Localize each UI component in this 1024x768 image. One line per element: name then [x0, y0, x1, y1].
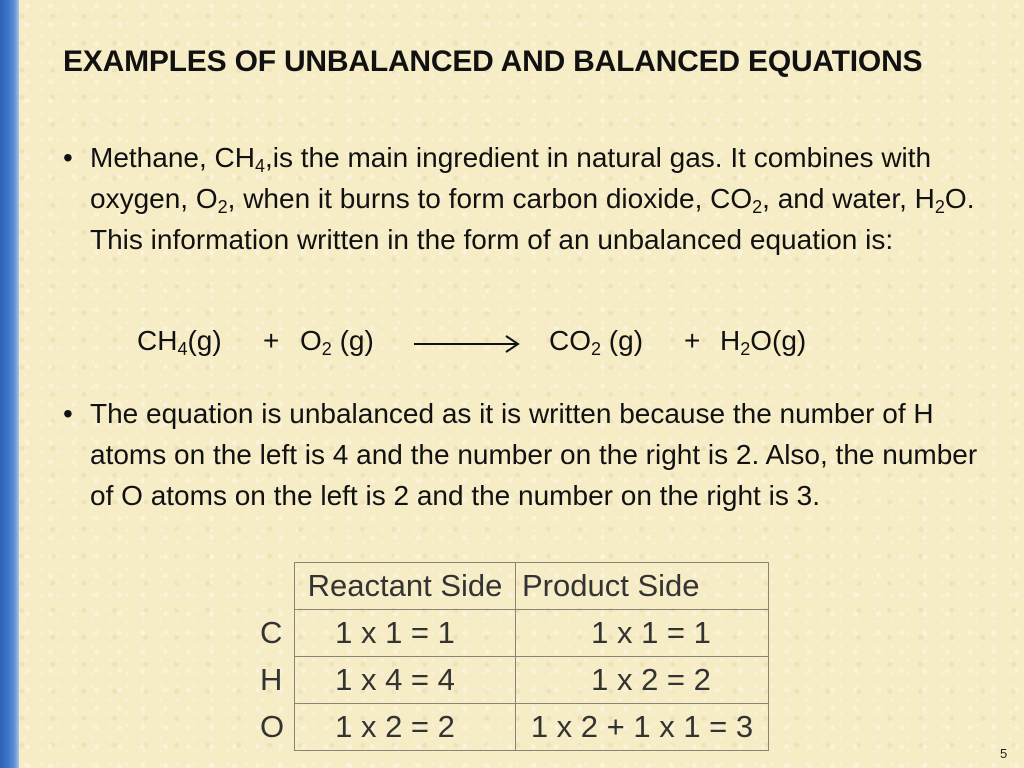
- slide-title: EXAMPLES OF UNBALANCED AND BALANCED EQUATIONS: [63, 45, 923, 78]
- table-row: [258, 704, 769, 751]
- reactant-cell: 1 x 2 = 2: [295, 704, 516, 751]
- product-cell: 1 x 2 = 2: [516, 657, 769, 704]
- bullet-marker: •: [63, 142, 73, 173]
- reactant-cell: 1 x 1 = 1: [295, 610, 516, 657]
- bullet-marker: •: [63, 398, 73, 429]
- table-corner: [258, 563, 295, 610]
- table-row: [258, 657, 769, 704]
- table-header-row: [258, 563, 769, 610]
- row-label: O: [260, 709, 285, 744]
- bullet-unbalanced: [63, 393, 983, 516]
- reactant-methane: $CH_4(g)$: [137, 325, 222, 359]
- reactant-oxygen: $O_2$ (g): [300, 325, 374, 359]
- left-accent-strip: [0, 0, 19, 768]
- table-row: [258, 610, 769, 657]
- product-cell: 1 x 1 = 1: [516, 610, 769, 657]
- plus-sign: +: [684, 325, 701, 356]
- header-reactant-side: Reactant Side: [295, 563, 516, 610]
- reactant-cell: 1 x 4 = 4: [295, 657, 516, 704]
- bullet-text: Methane, $CH_4,is$ the main ingredient in natural gas. It combines with oxygen, $O_2$, when it burns to form carbon dioxide, $CO_2$, and water, $H_2O$. This information written in the form of an unbalanced equation is:: [90, 142, 975, 255]
- row-label: C: [260, 615, 283, 650]
- atom-count-table: [258, 562, 769, 751]
- header-product-side: Product Side: [516, 563, 769, 610]
- reaction-arrow-icon: [412, 331, 522, 357]
- plus-sign: +: [263, 325, 280, 356]
- product-carbon-dioxide: $CO_2$ (g): [549, 325, 644, 359]
- bullet-methane: [63, 137, 983, 260]
- slide-number: 5: [1000, 746, 1008, 761]
- product-water: $H_2O(g)$: [720, 325, 807, 359]
- bullet-text: The equation is unbalanced as it is written because the number of H atoms on the left is 4 and the number on the right is 2. Also, the number of O atoms on the left is 2 and the number on the right is 3.: [90, 398, 978, 511]
- product-cell: 1 x 2 + 1 x 1 = 3: [516, 704, 769, 751]
- row-label: H: [260, 662, 283, 697]
